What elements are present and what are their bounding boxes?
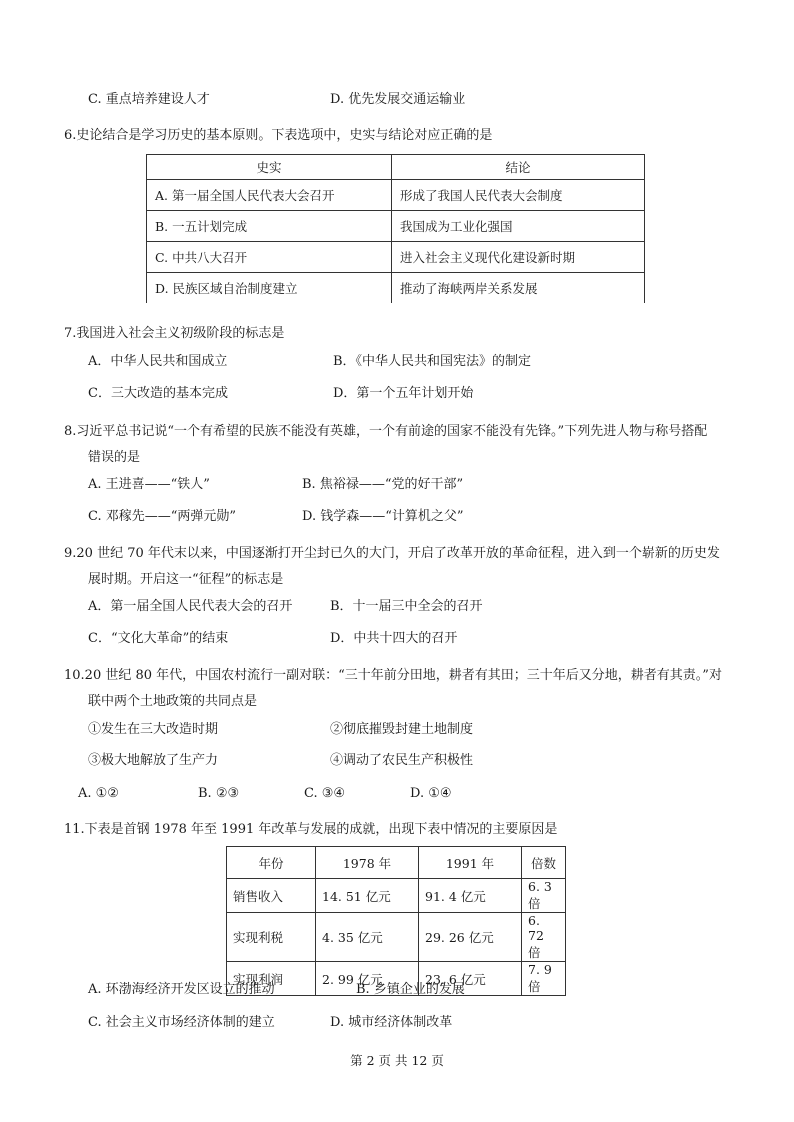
q10-option-b: B. ②③ xyxy=(198,786,240,801)
q9-option-c: C．“文化大革命”的结束 xyxy=(88,631,229,646)
table-row xyxy=(147,242,645,273)
q10-statement-1: ①发生在三大改造时期 xyxy=(88,722,219,737)
table-cell: 2. 99 亿元 xyxy=(316,962,419,996)
q8-option-b: B. 焦裕禄——“党的好干部” xyxy=(302,477,464,492)
table-header-cell: 1991 年 xyxy=(419,847,522,879)
table-cell-fact: B. 一五计划完成 xyxy=(147,211,392,242)
q9-option-d: D．中共十四大的召开 xyxy=(330,631,458,646)
q8-option-d: D. 钱学森——“计算机之父” xyxy=(302,509,464,524)
q10-statement-2: ②彻底摧毁封建土地制度 xyxy=(330,722,474,737)
table-header-row xyxy=(227,847,566,879)
table-header-cell: 史实 xyxy=(147,155,392,180)
table-cell: 6. 3 倍 xyxy=(522,879,566,913)
q10-stem-line1: 10.20 世纪 80 年代，中国农村流行一副对联：“三十年前分田地，耕者有其田；三十年后又分地，耕者有其责。”对 xyxy=(64,668,722,683)
table-cell: 29. 26 亿元 xyxy=(419,913,522,962)
q7-option-c: C．三大改造的基本完成 xyxy=(88,386,228,401)
q10-stem-line2: 联中两个土地政策的共同点是 xyxy=(88,694,258,709)
table-row xyxy=(227,913,566,962)
table-header-cell: 1978 年 xyxy=(316,847,419,879)
q7-option-d: D．第一个五年计划开始 xyxy=(333,386,474,401)
q9-stem-line1: 9.20 世纪 70 年代末以来，中国逐渐打开尘封已久的大门，开启了改革开放的革命征程，进入到一个崭新的历史发 xyxy=(64,546,720,561)
table-cell-conclusion: 我国成为工业化强国 xyxy=(392,211,645,242)
table-cell: 实现利税 xyxy=(227,913,316,962)
table-header-cell: 结论 xyxy=(392,155,645,180)
table-cell: 14. 51 亿元 xyxy=(316,879,419,913)
q7-option-b: B．《中华人民共和国宪法》的制定 xyxy=(333,354,532,369)
q6-table xyxy=(146,154,645,303)
table-cell-fact: A. 第一届全国人民代表大会召开 xyxy=(147,180,392,211)
q6-stem: 6.史论结合是学习历史的基本原则。下表选项中，史实与结论对应正确的是 xyxy=(64,128,493,143)
q5-option-d: D. 优先发展交通运输业 xyxy=(330,92,466,107)
table-header-cell: 年份 xyxy=(227,847,316,879)
q10-option-a: A. ①② xyxy=(78,786,119,801)
table-cell: 7. 9 倍 xyxy=(522,962,566,996)
q7-stem: 7.我国进入社会主义初级阶段的标志是 xyxy=(64,326,285,341)
table-cell-conclusion: 形成了我国人民代表大会制度 xyxy=(392,180,645,211)
table-cell: 4. 35 亿元 xyxy=(316,913,419,962)
q8-option-c: C. 邓稼先——“两弹元勋” xyxy=(88,509,237,524)
table-cell-fact: C. 中共八大召开 xyxy=(147,242,392,273)
table-cell: 实现利润 xyxy=(227,962,316,996)
q9-stem-line2: 展时期。开启这一“征程”的标志是 xyxy=(88,572,284,587)
q8-stem-line1: 8.习近平总书记说“一个有希望的民族不能没有英雄，一个有前途的国家不能没有先锋。”下列先进人物与称号搭配 xyxy=(64,424,708,439)
q8-stem-line2: 错误的是 xyxy=(88,450,141,465)
q11-option-b: B. 乡镇企业的发展 xyxy=(356,982,465,997)
table-row xyxy=(227,879,566,913)
table-cell: 6. 72 倍 xyxy=(522,913,566,962)
q7-option-a: A．中华人民共和国成立 xyxy=(88,354,228,369)
q5-option-c: C. 重点培养建设人才 xyxy=(88,92,210,107)
table-cell: 91. 4 亿元 xyxy=(419,879,522,913)
q9-option-b: B．十一届三中全会的召开 xyxy=(330,599,483,614)
q11-option-d: D. 城市经济体制改革 xyxy=(330,1015,453,1030)
table-header-row xyxy=(147,155,645,180)
table-cell: 23. 6 亿元 xyxy=(419,962,522,996)
table-cell-conclusion: 进入社会主义现代化建设新时期 xyxy=(392,242,645,273)
table-header-cell: 倍数 xyxy=(522,847,566,879)
q11-option-c: C. 社会主义市场经济体制的建立 xyxy=(88,1015,275,1030)
table-row xyxy=(147,273,645,304)
q10-option-c: C. ③④ xyxy=(304,786,346,801)
q11-option-a: A. 环渤海经济开发区设立的推动 xyxy=(88,982,275,997)
q10-statement-4: ④调动了农民生产积极性 xyxy=(330,753,474,768)
q11-stem: 11.下表是首钢 1978 年至 1991 年改革与发展的成就，出现下表中情况的主要原因是 xyxy=(64,822,558,837)
table-cell-fact: D. 民族区域自治制度建立 xyxy=(147,273,392,304)
page-number-footer: 第 2 页 共 12 页 xyxy=(350,1053,444,1068)
table-row xyxy=(147,180,645,211)
table-cell: 销售收入 xyxy=(227,879,316,913)
q10-option-d: D. ①④ xyxy=(410,786,452,801)
table-row xyxy=(147,211,645,242)
q10-statement-3: ③极大地解放了生产力 xyxy=(88,753,219,768)
q11-table xyxy=(226,846,566,996)
q8-option-a: A. 王进喜——“铁人” xyxy=(88,477,210,492)
table-cell-conclusion: 推动了海峡两岸关系发展 xyxy=(392,273,645,304)
q9-option-a: A．第一届全国人民代表大会的召开 xyxy=(88,599,293,614)
